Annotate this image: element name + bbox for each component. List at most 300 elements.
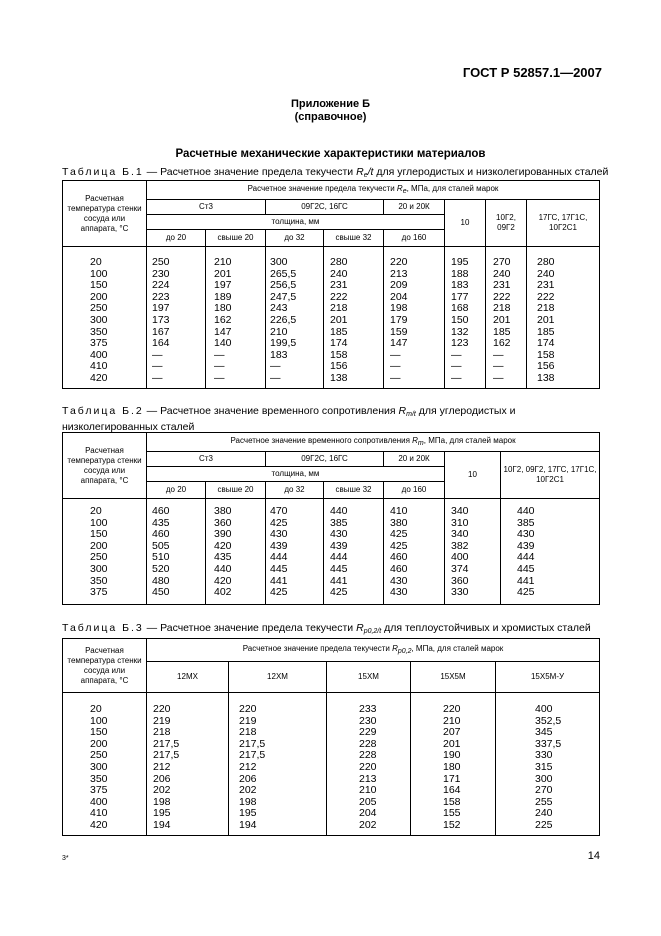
- table-column: [206, 499, 266, 605]
- table-cell: 280: [537, 256, 555, 268]
- table-cell: 375: [90, 784, 108, 797]
- table-column-values: [147, 247, 205, 388]
- table-cell: 179: [390, 313, 408, 326]
- table-cell: 220: [443, 703, 461, 715]
- table-cell: 400: [535, 703, 553, 715]
- t1-header-20: 20 и 20К: [384, 200, 445, 215]
- table-cell: 213: [390, 267, 408, 280]
- table-cell: 218: [239, 726, 257, 739]
- table-column-values: [63, 247, 146, 388]
- table-cell: 425: [390, 539, 408, 552]
- table-cell: 162: [493, 337, 511, 350]
- table-cell: —: [390, 360, 401, 373]
- table-cell: 147: [214, 325, 232, 338]
- table-cell: 220: [239, 703, 257, 715]
- table-cell: 425: [270, 516, 288, 529]
- table-cell: 300: [90, 562, 108, 575]
- table-cell: 425: [270, 586, 288, 599]
- table-cell: 210: [214, 256, 232, 268]
- table-cell: 218: [330, 302, 348, 315]
- table-cell: 217,5: [239, 749, 266, 762]
- table-cell: 159: [390, 325, 408, 338]
- table-cell: 171: [443, 772, 461, 785]
- appendix-title: Приложение Б: [290, 98, 371, 110]
- table-cell: 202: [153, 784, 171, 797]
- table-cell: 300: [90, 313, 108, 326]
- t1-header-upto160: до 160: [384, 230, 445, 247]
- table-cell: 382: [451, 539, 469, 552]
- table-cell: 300: [270, 256, 288, 268]
- table-cell: 210: [443, 714, 461, 727]
- table-cell: 520: [152, 562, 170, 575]
- table-cell: 280: [330, 256, 348, 268]
- t2-header-temperature: Расчетная температура стенки сосуда или аппарата, °С: [63, 433, 147, 499]
- t3-header-15xm: 15ХМ: [327, 662, 411, 693]
- table-cell: 315: [535, 760, 553, 773]
- table-cell: 410: [90, 807, 108, 820]
- table-cell: 183: [270, 348, 288, 361]
- t2-header-over32: свыше 32: [324, 482, 384, 499]
- table-b2-label: Таблица Б.2: [62, 405, 144, 417]
- table-column: [266, 499, 324, 605]
- table-cell: 439: [270, 539, 288, 552]
- table-cell: 231: [330, 279, 348, 292]
- table-cell: 480: [152, 574, 170, 587]
- table-cell: 201: [443, 737, 461, 750]
- table-cell: 440: [517, 505, 535, 517]
- table-cell: 132: [451, 325, 469, 338]
- table-cell: 340: [451, 528, 469, 541]
- table-column-values: [266, 247, 323, 388]
- table-cell: 445: [517, 562, 535, 575]
- table-cell: 402: [214, 586, 232, 599]
- table-cell: —: [270, 371, 281, 384]
- table-cell: 185: [537, 325, 555, 338]
- t1-header-10g2: 10Г2, 09Г2: [486, 200, 527, 247]
- table-cell: 440: [214, 562, 232, 575]
- table-column-values: [527, 247, 599, 388]
- t3-header-12mx: 12МХ: [147, 662, 229, 693]
- t1-header-over20: свыше 20: [206, 230, 266, 247]
- table-cell: 350: [90, 325, 108, 338]
- table-cell: 430: [270, 528, 288, 541]
- table-cell: 230: [359, 714, 377, 727]
- table-cell: 240: [330, 267, 348, 280]
- table-cell: —: [152, 348, 163, 361]
- table-cell: 380: [214, 505, 232, 517]
- table-cell: 200: [90, 290, 108, 303]
- table-cell: 195: [451, 256, 469, 268]
- table-cell: 265,5: [270, 267, 297, 280]
- table-cell: —: [451, 348, 462, 361]
- table-cell: 420: [90, 371, 108, 384]
- t2-header-st3: Ст3: [147, 452, 266, 467]
- table-cell: 174: [330, 337, 348, 350]
- t1-header-09g2s: 09Г2С, 16ГС: [266, 200, 384, 215]
- table-cell: 217,5: [153, 749, 180, 762]
- table-column: [496, 693, 600, 836]
- table-cell: 173: [152, 313, 170, 326]
- table-cell: 439: [330, 539, 348, 552]
- footnote-mark: 3*: [62, 855, 69, 862]
- table-cell: 310: [451, 516, 469, 529]
- table-cell: 228: [359, 749, 377, 762]
- table-cell: 350: [90, 772, 108, 785]
- table-cell: 212: [153, 760, 171, 773]
- table-cell: —: [214, 371, 225, 384]
- table-cell: 425: [330, 586, 348, 599]
- table-cell: 360: [451, 574, 469, 587]
- t1-header-temperature: Расчетная температура стенки сосуда или аппарата, °С: [63, 181, 147, 247]
- table-column: [63, 693, 147, 836]
- table-column-values: [501, 499, 599, 604]
- table-cell: 138: [537, 371, 555, 384]
- table-cell: 201: [330, 313, 348, 326]
- table-cell: 217,5: [239, 737, 266, 750]
- table-cell: 350: [90, 574, 108, 587]
- table-cell: —: [493, 371, 504, 384]
- table-cell: 140: [214, 337, 232, 350]
- table-cell: 420: [214, 539, 232, 552]
- table-column: [486, 247, 527, 389]
- table-column-values: [229, 693, 326, 835]
- table-column: [445, 499, 501, 605]
- table-cell: 202: [239, 784, 257, 797]
- table-cell: 155: [443, 807, 461, 820]
- table-cell: 385: [330, 516, 348, 529]
- table-cell: 156: [537, 360, 555, 373]
- table-cell: 410: [390, 505, 408, 517]
- table-cell: 100: [90, 516, 108, 529]
- table-cell: 222: [493, 290, 511, 303]
- table-cell: 201: [493, 313, 511, 326]
- table-cell: 204: [390, 290, 408, 303]
- table-cell: 250: [90, 302, 108, 315]
- t2-header-10g2: 10Г2, 09Г2, 17ГС, 17Г1С, 10Г2С1: [501, 452, 600, 499]
- table-column-values: [206, 247, 265, 388]
- table-cell: 450: [152, 586, 170, 599]
- t2-header-main: Расчетное значение временного сопротивления Rm, МПа, для сталей марок: [147, 433, 600, 452]
- table-column-values: [266, 499, 323, 604]
- table-cell: 441: [330, 574, 348, 587]
- table-cell: 200: [90, 737, 108, 750]
- table-cell: —: [270, 360, 281, 373]
- table-column: [384, 499, 445, 605]
- table-cell: 152: [443, 818, 461, 831]
- table-cell: 219: [239, 714, 257, 727]
- table-b1-label: Таблица Б.1: [62, 166, 144, 178]
- table-cell: 400: [90, 795, 108, 808]
- table-cell: —: [214, 348, 225, 361]
- table-cell: 430: [390, 586, 408, 599]
- table-cell: 201: [214, 267, 232, 280]
- table-cell: —: [390, 348, 401, 361]
- table-cell: —: [451, 360, 462, 373]
- table-cell: 174: [537, 337, 555, 350]
- table-cell: 183: [451, 279, 469, 292]
- table-cell: 385: [517, 516, 535, 529]
- table-cell: 100: [90, 267, 108, 280]
- table-column-values: [147, 693, 228, 835]
- table-cell: 240: [535, 807, 553, 820]
- table-cell: 300: [535, 772, 553, 785]
- table-cell: 198: [390, 302, 408, 315]
- table-cell: 205: [359, 795, 377, 808]
- t3-header-temperature: Расчетная температура стенки сосуда или аппарата, °С: [63, 639, 147, 693]
- table-cell: 440: [330, 505, 348, 517]
- table-column: [324, 247, 384, 389]
- table-column-values: [384, 499, 444, 604]
- table-column: [527, 247, 600, 389]
- table-cell: 220: [390, 256, 408, 268]
- table-cell: 444: [270, 551, 288, 564]
- t1-header-main: Расчетное значение предела текучести Re, МПа, для сталей марок: [147, 181, 600, 200]
- table-cell: 223: [152, 290, 170, 303]
- table-cell: 460: [152, 528, 170, 541]
- table-column: [384, 247, 445, 389]
- table-cell: 200: [90, 539, 108, 552]
- table-cell: 240: [537, 267, 555, 280]
- table-cell: 194: [239, 818, 257, 831]
- table-cell: 380: [390, 516, 408, 529]
- table-cell: 210: [270, 325, 288, 338]
- table-cell: 194: [153, 818, 171, 831]
- table-cell: 441: [270, 574, 288, 587]
- table-cell: 420: [214, 574, 232, 587]
- table-cell: 224: [152, 279, 170, 292]
- table-column: [63, 247, 147, 389]
- table-column: [324, 499, 384, 605]
- table-cell: 220: [153, 703, 171, 715]
- table-column-values: [147, 499, 205, 604]
- table-column: [445, 247, 486, 389]
- table-cell: 209: [390, 279, 408, 292]
- table-cell: 460: [152, 505, 170, 517]
- table-cell: 225: [535, 818, 553, 831]
- appendix-subtitle: (справочное): [294, 111, 367, 123]
- t2-header-over20: свыше 20: [206, 482, 266, 499]
- table-cell: 330: [451, 586, 469, 599]
- t3-header-main: Расчетное значение предела текучести Rp0,2, МПа, для сталей марок: [147, 639, 600, 662]
- table-cell: 470: [270, 505, 288, 517]
- table-cell: 226,5: [270, 313, 297, 326]
- table-cell: 213: [359, 772, 377, 785]
- table-cell: 199,5: [270, 337, 297, 350]
- table-b3: [62, 638, 600, 836]
- table-column-values: [486, 247, 526, 388]
- t1-header-17gs: 17ГС, 17Г1С, 10Г2С1: [527, 200, 600, 247]
- table-cell: 185: [493, 325, 511, 338]
- table-cell: 20: [90, 505, 102, 517]
- table-cell: 158: [330, 348, 348, 361]
- table-cell: 435: [214, 551, 232, 564]
- table-cell: 460: [390, 551, 408, 564]
- table-column-values: [445, 247, 485, 388]
- table-column: [147, 693, 229, 836]
- table-cell: 147: [390, 337, 408, 350]
- t2-header-upto20: до 20: [147, 482, 206, 499]
- table-cell: 204: [359, 807, 377, 820]
- table-cell: 510: [152, 551, 170, 564]
- table-cell: 195: [153, 807, 171, 820]
- t1-header-upto20: до 20: [147, 230, 206, 247]
- table-column: [411, 693, 496, 836]
- table-cell: 150: [90, 279, 108, 292]
- table-cell: 337,5: [535, 737, 562, 750]
- table-cell: —: [152, 360, 163, 373]
- table-b1: [62, 180, 600, 389]
- table-cell: 229: [359, 726, 377, 739]
- table-column-values: [411, 693, 495, 835]
- table-cell: 255: [535, 795, 553, 808]
- table-cell: 218: [153, 726, 171, 739]
- table-cell: —: [493, 360, 504, 373]
- page-number: 14: [587, 850, 600, 862]
- table-b3-label: Таблица Б.3: [62, 622, 144, 634]
- table-cell: 400: [451, 551, 469, 564]
- table-cell: 162: [214, 313, 232, 326]
- table-cell: 435: [152, 516, 170, 529]
- table-cell: 360: [214, 516, 232, 529]
- table-cell: 222: [537, 290, 555, 303]
- t1-header-st3: Ст3: [147, 200, 266, 215]
- table-cell: 240: [493, 267, 511, 280]
- table-column-values: [496, 693, 599, 835]
- table-cell: 230: [152, 267, 170, 280]
- table-cell: 219: [153, 714, 171, 727]
- table-cell: 444: [330, 551, 348, 564]
- table-column: [266, 247, 324, 389]
- table-column: [147, 499, 206, 605]
- table-cell: 150: [90, 726, 108, 739]
- table-cell: —: [451, 371, 462, 384]
- table-cell: 158: [537, 348, 555, 361]
- table-cell: 189: [214, 290, 232, 303]
- document-standard-number: ГОСТ Р 52857.1—2007: [462, 65, 602, 80]
- table-cell: 375: [90, 586, 108, 599]
- table-cell: 441: [517, 574, 535, 587]
- table-cell: 425: [390, 528, 408, 541]
- t2-header-10: 10: [445, 452, 501, 499]
- table-cell: 195: [239, 807, 257, 820]
- table-cell: 231: [493, 279, 511, 292]
- t2-header-upto32: до 32: [266, 482, 324, 499]
- table-b2-caption: Таблица Б.2 — Расчетное значение временного сопротивления $R_{m/t}$ для углеродистых и низколегированных сталей: [62, 405, 516, 433]
- table-cell: 177: [451, 290, 469, 303]
- table-cell: 250: [152, 256, 170, 268]
- t1-header-over32: свыше 32: [324, 230, 384, 247]
- t2-header-thickness: толщина, мм: [147, 467, 445, 482]
- table-cell: 150: [90, 528, 108, 541]
- table-cell: 212: [239, 760, 257, 773]
- t2-header-upto160: до 160: [384, 482, 445, 499]
- table-cell: 352,5: [535, 714, 562, 727]
- table-cell: 250: [90, 749, 108, 762]
- t1-header-10: 10: [445, 200, 486, 247]
- table-column-values: [384, 247, 444, 388]
- table-column-values: [324, 247, 383, 388]
- table-cell: —: [152, 371, 163, 384]
- table-cell: 20: [90, 703, 102, 715]
- table-cell: 180: [443, 760, 461, 773]
- table-cell: 164: [152, 337, 170, 350]
- table-cell: 138: [330, 371, 348, 384]
- table-cell: 100: [90, 714, 108, 727]
- table-cell: 425: [517, 586, 535, 599]
- table-cell: 430: [330, 528, 348, 541]
- table-column: [229, 693, 327, 836]
- table-cell: 243: [270, 302, 288, 315]
- table-cell: 444: [517, 551, 535, 564]
- table-cell: 220: [359, 760, 377, 773]
- table-cell: 400: [90, 348, 108, 361]
- table-cell: 218: [537, 302, 555, 315]
- table-cell: 228: [359, 737, 377, 750]
- table-cell: 270: [535, 784, 553, 797]
- table-cell: 168: [451, 302, 469, 315]
- t2-header-20: 20 и 20К: [384, 452, 445, 467]
- table-column: [327, 693, 411, 836]
- table-cell: 206: [153, 772, 171, 785]
- table-column-values: [445, 499, 500, 604]
- table-cell: 410: [90, 360, 108, 373]
- t3-header-15x5my: 15Х5М-У: [496, 662, 600, 693]
- table-cell: 345: [535, 726, 553, 739]
- table-cell: —: [390, 371, 401, 384]
- table-cell: 20: [90, 256, 102, 268]
- table-cell: 270: [493, 256, 511, 268]
- table-cell: 198: [153, 795, 171, 808]
- table-cell: —: [214, 360, 225, 373]
- table-cell: 233: [359, 703, 377, 715]
- table-cell: 445: [270, 562, 288, 575]
- table-cell: 330: [535, 749, 553, 762]
- table-column-values: [63, 499, 146, 604]
- t1-header-thickness: толщина, мм: [147, 215, 445, 230]
- t3-header-15x5m: 15Х5М: [411, 662, 496, 693]
- table-cell: 206: [239, 772, 257, 785]
- table-cell: 231: [537, 279, 555, 292]
- table-b2: [62, 432, 600, 605]
- table-cell: 202: [359, 818, 377, 831]
- table-cell: 197: [214, 279, 232, 292]
- table-cell: 439: [517, 539, 535, 552]
- table-column: [147, 247, 206, 389]
- table-column: [501, 499, 600, 605]
- table-cell: 190: [443, 749, 461, 762]
- table-cell: 222: [330, 290, 348, 303]
- table-cell: 158: [443, 795, 461, 808]
- table-column-values: [206, 499, 265, 604]
- t2-header-09g2s: 09Г2С, 16ГС: [266, 452, 384, 467]
- table-cell: 374: [451, 562, 469, 575]
- table-column: [206, 247, 266, 389]
- table-cell: —: [493, 348, 504, 361]
- table-cell: 198: [239, 795, 257, 808]
- table-cell: 167: [152, 325, 170, 338]
- table-cell: 197: [152, 302, 170, 315]
- table-column: [63, 499, 147, 605]
- appendix-heading: [0, 98, 661, 124]
- table-cell: 201: [537, 313, 555, 326]
- table-cell: 420: [90, 818, 108, 831]
- table-cell: 218: [493, 302, 511, 315]
- table-cell: 123: [451, 337, 469, 350]
- table-cell: 430: [517, 528, 535, 541]
- table-cell: 460: [390, 562, 408, 575]
- table-cell: 164: [443, 784, 461, 797]
- table-cell: 256,5: [270, 279, 297, 292]
